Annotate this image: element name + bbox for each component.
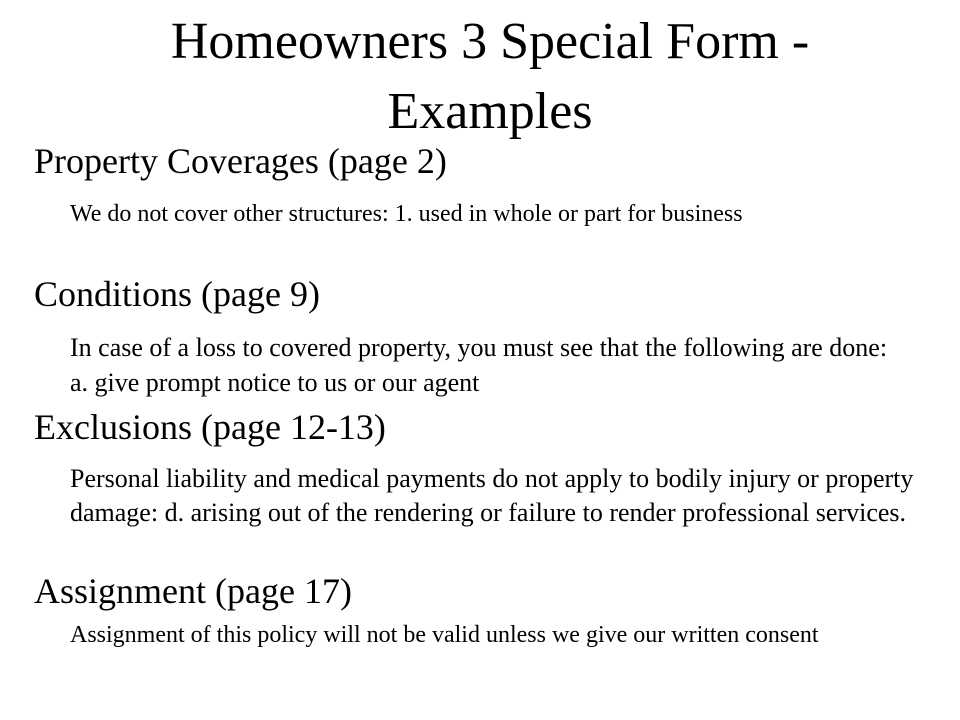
section-text-exclusions: Personal liability and medical payments do not apply to bodily injury or property damage: d. arising out of the rendering or failure to render professional services. xyxy=(70,464,914,527)
section-text-assignment: Assignment of this policy will not be valid unless we give our written consent xyxy=(70,622,819,648)
section-heading-assignment: Assignment (page 17) xyxy=(34,571,352,611)
section-heading-property-coverages: Property Coverages (page 2) xyxy=(34,141,447,181)
section-text-conditions: In case of a loss to covered property, you must see that the following are done: a. give prompt notice to us or our agent xyxy=(70,333,888,397)
section-heading-exclusions: Exclusions (page 12-13) xyxy=(34,407,386,447)
slide-title-line-1: Homeowners 3 Special Form - xyxy=(170,13,810,70)
slide-title-line-2: Examples xyxy=(387,83,593,140)
section-heading-conditions: Conditions (page 9) xyxy=(34,274,320,314)
section-text-property-coverages: We do not cover other structures: 1. used in whole or part for business xyxy=(70,201,743,227)
